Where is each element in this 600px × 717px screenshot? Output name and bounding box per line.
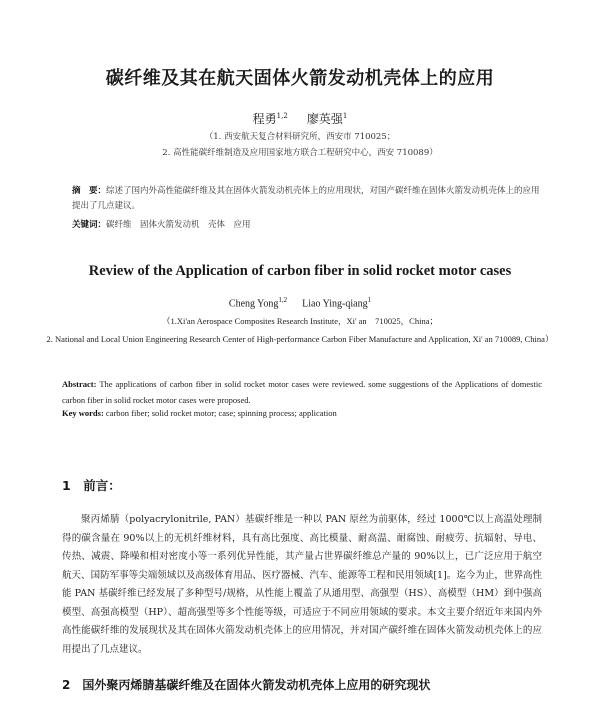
english-author-2-sup: 1 [367, 296, 372, 304]
english-keywords [62, 408, 542, 418]
section-1-paragraph: 聚丙烯腈（polyacrylonitrile, PAN）基碳纤维是一种以 PAN 原丝为前驱体，经过 1000℃以上高温处理制得的碳含量在 90%以上的无机纤维材料，具有高比强度、高比模量、耐高温、耐腐蚀、耐疲劳、抗辐射、导电、传热、减震、降噪和相对密度小等一系列优异性能，其产量占世界碳纤维总产量的 90%以上，已广泛应用于航空航天、国防军事等尖端领域以及高级体育用品、医疗器械、汽车、能源等工程和民用领域[1]。迄今为止，世界高性能 PAN 基碳纤维已经发展了多种型号/规格，从性能上覆盖了从通用型、高强型（HS）、高模型（HM）到中强高模型、高强高模型（HP）、超高强型等多个性能等级，可适应于不同应用领域的要求。本文主要介绍近年来国内外高性能碳纤维的发展现状及其在固体火箭发动机壳体上的应用情况，并对国产碳纤维在固体火箭发动机壳体上的应用提出了几点建议。 [62, 514, 542, 655]
chinese-keywords [72, 218, 542, 233]
english-affiliation-1: （1.Xi'an Aerospace Composites Research Institute，Xi' an 710025，China； [162, 316, 438, 326]
english-authors [0, 296, 600, 309]
english-abstract [62, 376, 542, 408]
section-1-heading: 1 前言： [62, 478, 121, 493]
chinese-affiliation-1: （1. 西安航天复合材料研究所，西安市 710025； [204, 132, 396, 142]
chinese-author-1-sup: 1,2 [276, 112, 288, 120]
chinese-authors [0, 110, 600, 127]
chinese-abstract [72, 184, 542, 214]
chinese-author-2-sup: 1 [342, 112, 348, 120]
chinese-affiliation-2: 2. 高性能碳纤维制造及应用国家地方联合工程研究中心，西安 710089） [162, 148, 438, 158]
chinese-abstract-text: 综述了国内外高性能碳纤维及其在固体火箭发动机壳体上的应用现状，对国产碳纤维在固体火箭发动机壳体上的应用提出了几点建议。 [72, 186, 540, 211]
english-title: Review of the Application of carbon fiber in solid rocket motor cases [88, 263, 512, 279]
chinese-keywords-label: 关键词： [72, 220, 107, 230]
chinese-author-2: 廖英强 [306, 112, 343, 126]
english-author-1: Cheng Yong [228, 298, 279, 310]
english-abstract-label: Abstract: [62, 379, 97, 389]
english-abstract-text: The applications of carbon fiber in solid rocket motor cases were reviewed. some suggestions of the Applications of domestic carbon fiber in solid rocket motor cases were proposed. [62, 379, 542, 405]
section-2-heading: 2 国外聚丙烯腈基碳纤维及在固体火箭发动机壳体上应用的研究现状 [62, 678, 431, 692]
english-affiliation-2: 2. National and Local Union Engineering Research Center of High-performance Carbon Fiber Manufacture and Application, Xi' an 710089, China） [46, 334, 554, 344]
english-keywords-text: carbon fiber; solid rocket motor; case; spinning process; application [105, 408, 337, 418]
english-author-2: Liao Ying-qiang [302, 298, 368, 310]
chinese-keywords-text: 碳纤维 固体火箭发动机 壳体 应用 [106, 220, 251, 230]
english-keywords-label: Key words: [62, 408, 104, 418]
chinese-abstract-label: 摘 要： [72, 186, 107, 196]
chinese-title: 碳纤维及其在航天固体火箭发动机壳体上的应用 [105, 68, 495, 89]
english-author-1-sup: 1,2 [278, 296, 288, 304]
chinese-author-1: 程勇 [252, 112, 277, 126]
